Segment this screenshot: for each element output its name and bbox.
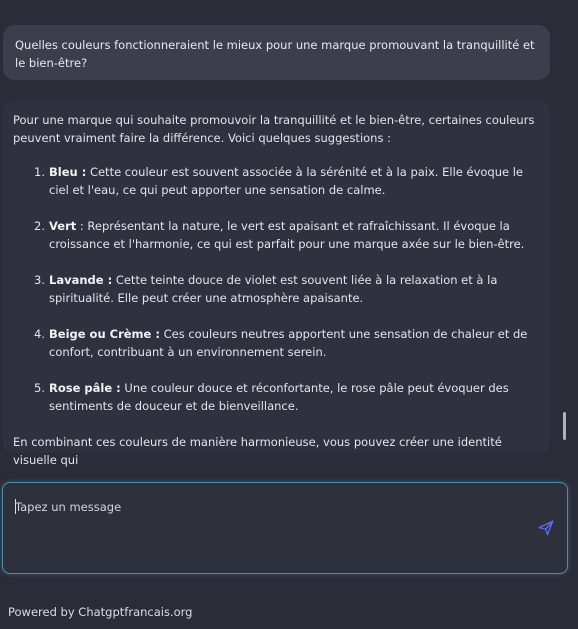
list-item-title: Lavande : (49, 273, 113, 287)
send-icon[interactable] (537, 519, 555, 537)
list-item (13, 217, 540, 253)
user-message-bubble (3, 25, 550, 80)
chat-scrollbar[interactable] (563, 412, 566, 440)
list-item-number: 1. (34, 165, 45, 179)
list-item-number: 4. (34, 327, 45, 341)
powered-by-footer: Powered by Chatgptfrancais.org (8, 605, 193, 619)
list-item-title: Vert (49, 219, 77, 233)
list-item (13, 271, 540, 307)
message-input-placeholder[interactable]: Tapez un message (15, 500, 122, 514)
color-suggestions-list (13, 163, 540, 415)
list-item-title: Rose pâle : (49, 381, 121, 395)
assistant-message-bubble (3, 101, 550, 467)
list-item (13, 325, 540, 361)
message-composer[interactable] (2, 482, 568, 574)
list-item-number: 2. (34, 219, 45, 233)
list-item-number: 5. (34, 381, 45, 395)
list-item (13, 379, 540, 415)
list-item-text: Cette couleur est souvent associée à la sérénité et à la paix. Elle évoque le ciel et l'eau, ce qui peut apporter une sensation de calme. (49, 165, 523, 197)
assistant-outro: En combinant ces couleurs de manière harmonieuse, vous pouvez créer une identité visuelle qui (13, 435, 502, 467)
user-message-text: Quelles couleurs fonctionneraient le mieux pour une marque promouvant la tranquillité et le bien-être? (15, 38, 535, 70)
list-item-text: Cette teinte douce de violet est souvent liée à la relaxation et à la spiritualité. Elle peut créer une atmosphère apaisante. (49, 273, 498, 305)
list-item-title: Beige ou Crème : (49, 327, 160, 341)
assistant-intro: Pour une marque qui souhaite promouvoir la tranquillité et le bien-être, certaines couleurs peuvent vraiment faire la différence. Voici quelques suggestions : (13, 113, 535, 145)
list-item-number: 3. (34, 273, 45, 287)
list-item-text: Une couleur douce et réconfortante, le rose pâle peut évoquer des sentiments de douceur et de bienveillance. (49, 381, 509, 413)
list-item-title: Bleu : (49, 165, 87, 179)
list-item (13, 163, 540, 199)
list-item-text: : Représentant la nature, le vert est apaisant et rafraîchissant. Il évoque la croissance et l'harmonie, ce qui est parfait pour une marque axée sur le bien-être. (49, 219, 525, 251)
list-item-text: Ces couleurs neutres apportent une sensation de chaleur et de confort, contribuant à un environnement serein. (49, 327, 528, 359)
